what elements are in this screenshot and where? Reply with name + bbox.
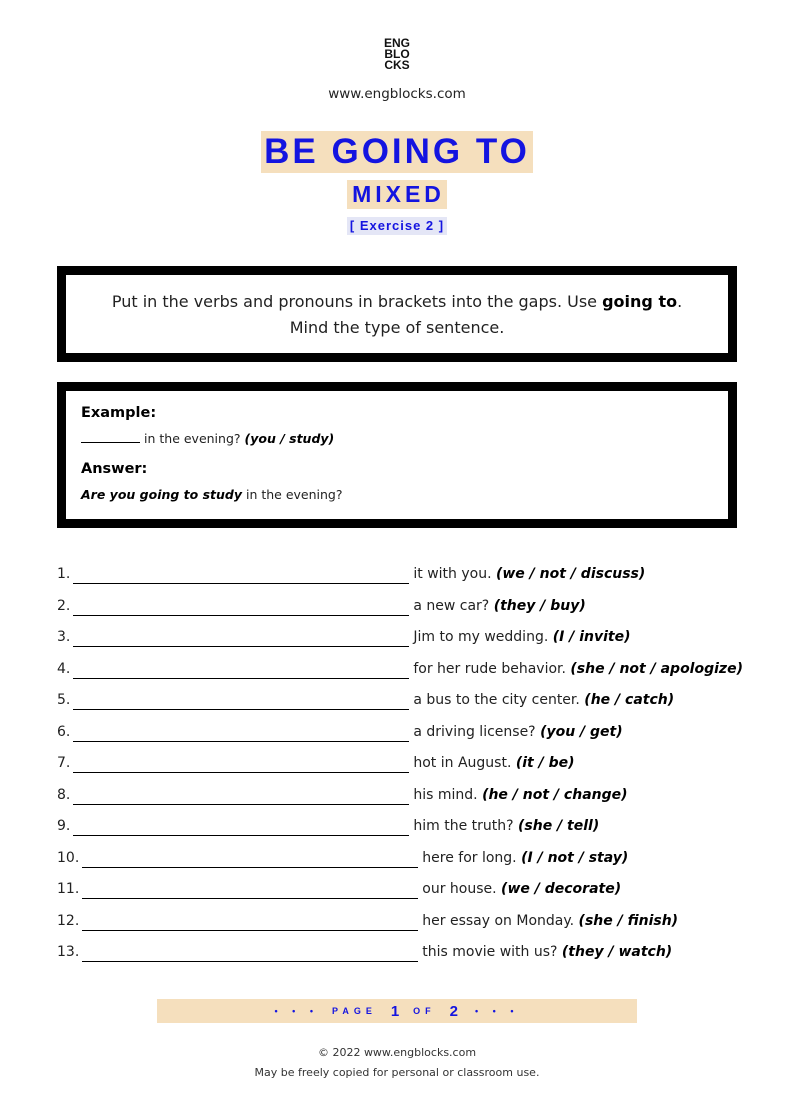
instructions-period: . [677, 292, 683, 311]
item-text: a new car? (they / buy) [413, 597, 586, 614]
exercise-item [57, 913, 757, 945]
exercise-item [57, 692, 757, 724]
dots-right: • • • [475, 1006, 520, 1016]
exercise-item [57, 598, 757, 630]
exercise-item [57, 566, 757, 598]
answer-blank[interactable] [73, 692, 409, 710]
example-blank [81, 442, 140, 443]
item-number: 3. [57, 629, 71, 645]
item-text: him the truth? (she / tell) [413, 818, 600, 834]
item-text: Jim to my wedding. (I / invite) [413, 629, 631, 645]
copyright-block [0, 1043, 794, 1083]
item-hint: (we / decorate) [501, 881, 622, 897]
item-hint: (he / not / change) [482, 786, 628, 803]
answer-blank[interactable] [73, 724, 409, 742]
page-indicator [157, 999, 637, 1023]
answer-blank[interactable] [82, 944, 418, 962]
answer-blank[interactable] [73, 755, 409, 773]
instructions-box [57, 266, 737, 362]
website-link[interactable]: www.engblocks.com [328, 86, 466, 102]
answer-bold: Are you going to study [81, 487, 242, 502]
answer-rest: in the evening? [245, 487, 343, 502]
item-number: 9. [57, 818, 71, 834]
item-text: our house. (we / decorate) [422, 881, 622, 897]
exercise-item [57, 787, 757, 819]
item-hint: (they / buy) [493, 597, 586, 614]
answer-blank[interactable] [73, 787, 409, 805]
example-hint: (you / study) [244, 431, 335, 446]
exercise-list [57, 566, 757, 976]
license-text: May be freely copied for personal or classroom use. [254, 1066, 540, 1079]
item-number: 4. [57, 660, 71, 677]
item-hint: (she / tell) [518, 818, 600, 834]
item-hint: (we / not / discuss) [495, 566, 646, 582]
item-hint: (she / finish) [578, 912, 679, 929]
item-hint: (I / invite) [552, 629, 631, 645]
logo-line-3: CKS [384, 58, 410, 72]
item-text: it with you. (we / not / discuss) [413, 566, 646, 582]
exercise-item [57, 629, 757, 661]
worksheet-subtitle: MIXED [347, 180, 447, 209]
exercise-item [57, 661, 757, 693]
item-number: 10. [57, 849, 80, 866]
logo-line-1: ENG [383, 36, 410, 50]
item-text: a driving license? (you / get) [413, 723, 623, 740]
item-number: 5. [57, 692, 71, 708]
answer-label: Answer: [81, 461, 148, 477]
copyright-text: © 2022 www.engblocks.com [317, 1046, 477, 1059]
answer-blank[interactable] [73, 818, 409, 836]
item-hint: (it / be) [515, 755, 575, 771]
item-hint: (she / not / apologize) [570, 660, 743, 677]
item-number: 8. [57, 786, 71, 803]
exercise-item [57, 881, 757, 913]
item-number: 2. [57, 597, 71, 614]
answer-blank[interactable] [82, 850, 418, 868]
exercise-item [57, 818, 757, 850]
item-number: 1. [57, 566, 71, 582]
item-number: 13. [57, 944, 80, 960]
item-text: hot in August. (it / be) [413, 755, 575, 771]
page-total: 2 [449, 1002, 459, 1020]
item-text: her essay on Monday. (she / finish) [422, 912, 679, 929]
answer-blank[interactable] [82, 913, 418, 931]
instructions-text: Put in the verbs and pronouns in brackets into the gaps. Use [111, 292, 603, 311]
answer-blank[interactable] [82, 881, 418, 899]
worksheet-title: BE GOING TO [261, 131, 533, 173]
answer-blank[interactable] [73, 629, 409, 647]
item-hint: (I / not / stay) [521, 849, 629, 866]
example-text: in the evening? [144, 431, 241, 446]
answer-blank[interactable] [73, 661, 409, 679]
item-number: 6. [57, 723, 71, 740]
dots-left: • • • [274, 1006, 319, 1016]
page-word: PAGE [331, 1006, 377, 1016]
item-text: this movie with us? (they / watch) [422, 944, 673, 960]
page-current: 1 [390, 1002, 400, 1020]
answer-blank[interactable] [73, 566, 409, 584]
engblocks-logo [0, 38, 794, 71]
exercise-item [57, 850, 757, 882]
item-text: a bus to the city center. (he / catch) [413, 692, 675, 708]
item-hint: (you / get) [540, 723, 623, 740]
item-hint: (he / catch) [584, 692, 675, 708]
example-label: Example: [81, 405, 157, 421]
instructions-bold: going to [602, 292, 678, 311]
item-text: here for long. (I / not / stay) [422, 849, 629, 866]
example-sentence [81, 431, 728, 461]
exercise-item [57, 724, 757, 756]
example-box [57, 382, 737, 528]
item-number: 11. [57, 881, 80, 897]
logo-line-2: BLO [384, 47, 410, 61]
item-text: for her rude behavior. (she / not / apologize) [413, 660, 743, 677]
instructions-line-2: Mind the type of sentence. [289, 318, 505, 337]
exercise-item [57, 755, 757, 787]
exercise-label: [ Exercise 2 ] [347, 217, 447, 235]
item-text: his mind. (he / not / change) [413, 786, 628, 803]
answer-blank[interactable] [73, 598, 409, 616]
exercise-item [57, 944, 757, 976]
item-hint: (they / watch) [561, 944, 673, 960]
item-number: 12. [57, 912, 80, 929]
answer-sentence [81, 487, 728, 507]
item-number: 7. [57, 755, 71, 771]
of-word: OF [413, 1006, 436, 1016]
